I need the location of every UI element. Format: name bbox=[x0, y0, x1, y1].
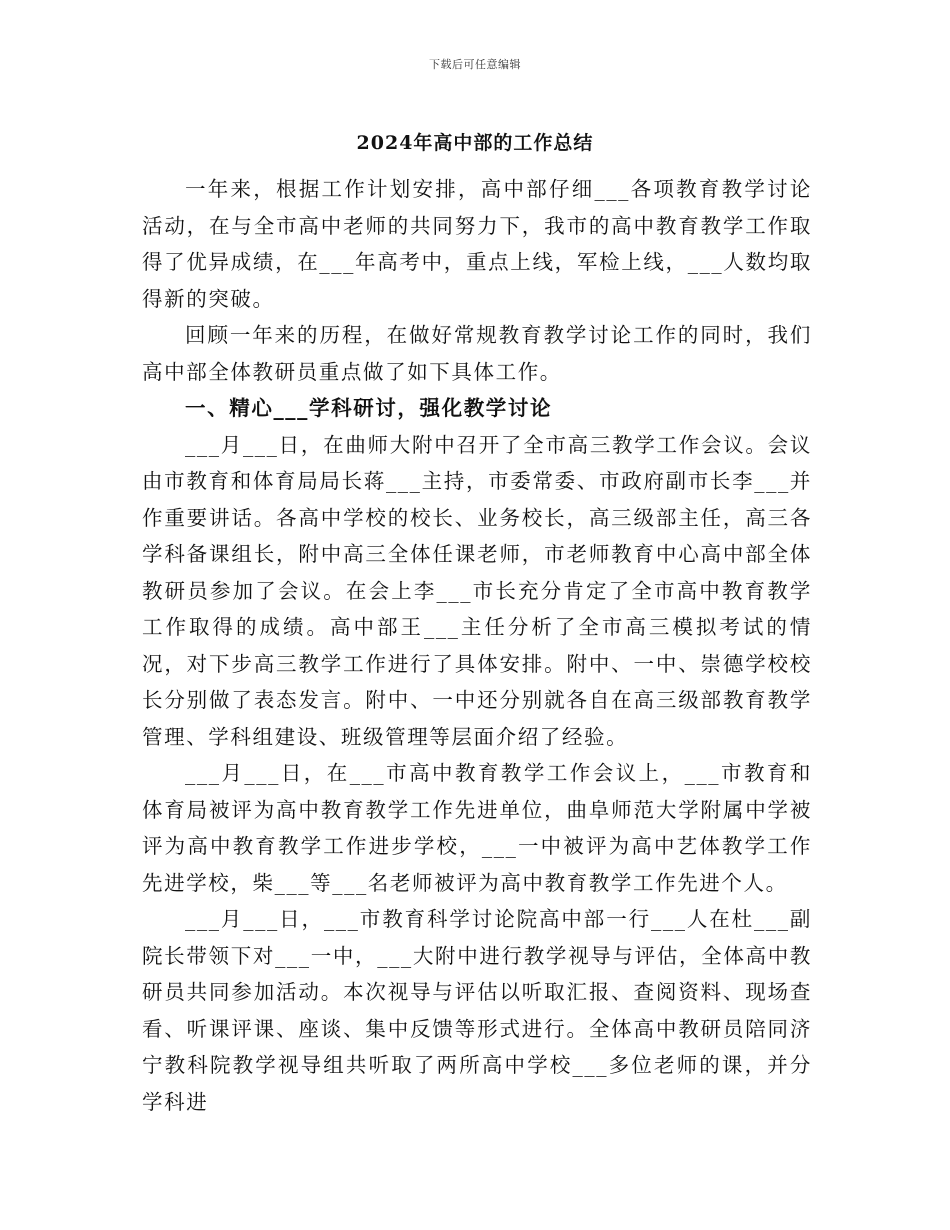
paragraph-review: 回顾一年来的历程，在做好常规教育教学讨论工作的同时，我们高中部全体教研员重点做了如下具体工作。 bbox=[142, 323, 812, 384]
document-body bbox=[142, 171, 812, 1120]
document-title: 2024年高中部的工作总结 bbox=[356, 132, 594, 154]
page-header-note: 下载后可任意编辑 bbox=[429, 58, 521, 71]
paragraph-awards: ___月___日，在___市高中教育教学工作会议上，___市教育和体育局被评为高中教育教学工作先进单位，曲阜师范大学附属中学被评为高中教育教学工作进步学校，___一中被评为高中艺体教学工作先进学校，柴___等___名老师被评为高中教育教学工作先进个人。 bbox=[142, 761, 812, 895]
paragraph-meeting: ___月___日，在曲师大附中召开了全市高三教学工作会议。会议由市教育和体育局局长蒋___主持，市委常委、市政府副市长李___并作重要讲话。各高中学校的校长、业务校长，高三级部主任，高三各学科备课组长，附中高三全体任课老师，市老师教育中心高中部全体教研员参加了会议。在会上李___市长充分肯定了全市高中教育教学工作取得的成绩。高中部王___主任分析了全市高三模拟考试的情况，对下步高三教学工作进行了具体安排。附中、一中、崇德学校校长分别做了表态发言。附中、一中还分别就各自在高三级部教育教学管理、学科组建设、班级管理等层面介绍了经验。 bbox=[142, 432, 812, 749]
paragraph-intro: 一年来，根据工作计划安排，高中部仔细___各项教育教学讨论活动，在与全市高中老师的共同努力下，我市的高中教育教学工作取得了优异成绩，在___年高考中，重点上线，军检上线，___人数均取得新的突破。 bbox=[142, 177, 812, 311]
section-heading-1: 一、精心___学科研讨，强化教学讨论 bbox=[185, 396, 553, 420]
paragraph-inspection: ___月___日，___市教育科学讨论院高中部一行___人在杜___副院长带领下对___一中，___大附中进行教学视导与评估，全体高中教研员共同参加活动。本次视导与评估以听取汇报、查阅资料、现场查看、听课评课、座谈、集中反馈等形式进行。全体高中教研员陪同济宁教科院教学视导组共听取了两所高中学校___多位老师的课，并分学科进 bbox=[142, 907, 812, 1114]
